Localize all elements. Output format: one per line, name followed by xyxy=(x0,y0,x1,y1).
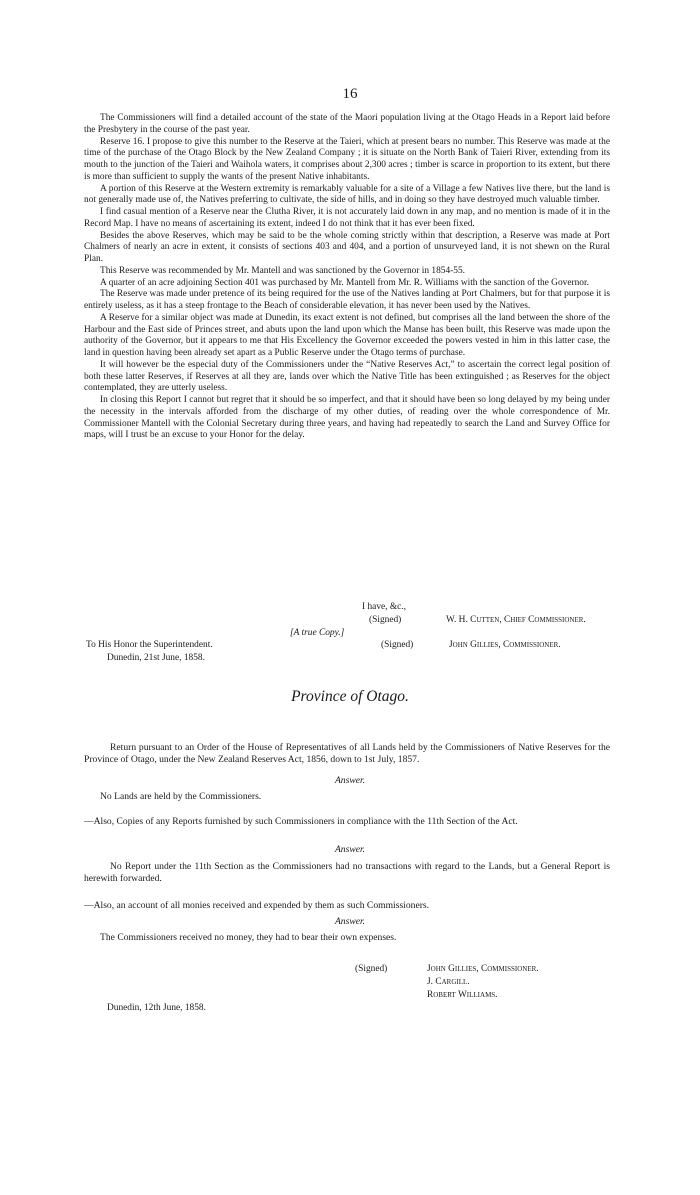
chief-commissioner-signature: W. H. Cutten, Chief Commissioner. xyxy=(446,615,586,625)
report-paragraph: A Reserve for a similar object was made at Dunedin, its exact extent is not defined, but comprises all the land between the shore of the Harbour and the East side of Princes street, and abuts upon the land upon which the Manse has been built, this Reserve was made upon the authority of the Governor, but it appears to me that His Excellency the Governor exceeded the powers vested in him in this latter case, the land in question having been already set apart as a Public Reserve under the Otago terms of purchase. xyxy=(84,312,610,358)
signer-2: J. Cargill. xyxy=(427,977,470,987)
report-paragraph: Reserve 16. I propose to give this number to the Reserve at the Taieri, which at present bears no number. This Reserve was made at the time of the purchase of the Otago Block by the New Zealand Company ; it is situate on the North Bank of Taieri River, extending from its mouth to the junction of the Taieri and Waihola waters, it comprises about 2,300 acres ; timber is scarce in proportion to its extent, but there is more than sufficient to supply the wants of the present Native inhabitants. xyxy=(84,136,610,182)
answer-2 xyxy=(84,861,610,886)
report-paragraph: A quarter of an acre adjoining Section 401 was purchased by Mr. Mantell from Mr. R. Williams with the sanction of the Governor. xyxy=(100,277,589,288)
report-paragraph: This Reserve was recommended by Mr. Mantell and was sanctioned by the Governor in 1854-55. xyxy=(100,265,466,276)
answer-1 xyxy=(84,791,610,803)
answer-label: Answer. xyxy=(334,916,366,927)
answer-3-text: The Commissioners received no money, they had to bear their own expenses. xyxy=(100,932,397,943)
answer-1-text: No Lands are held by the Commissioners. xyxy=(100,791,262,802)
report-paragraph: It will however be the especial duty of the Commissioners under the “Native Reserves Act,” to ascertain the correct legal position of both these latter Reserves, if Reserves at all they are, lands over which the Native Title has been extinguished ; as Reserves for the object contemplated, they are utterly useless. xyxy=(84,359,610,394)
question-3 xyxy=(84,900,610,912)
report-paragraph: Besides the above Reserves, which may be said to be the whole coming strictly within that description, a Reserve was made at Port Chalmers of nearly an acre in extent, it consists of sections 403 and 404, and a portion of unsurveyed land, it is not shewn on the Rural Plan. xyxy=(84,230,610,264)
question-2-text: —Also, Copies of any Reports furnished by such Commissioners in compliance with the 11th Section of the Act. xyxy=(84,816,518,827)
return-place-date: Dunedin, 12th June, 1858. xyxy=(107,1003,206,1013)
question-3-text: —Also, an account of all monies received and expended by them as such Commissioners. xyxy=(84,900,430,911)
report-paragraph: The Reserve was made under pretence of its being required for the use of the Natives landing at Port Chalmers, but for that purpose it is entirely useless, as it has a steep frontage to the Beach of considerable elevation, it has never been used by the Natives. xyxy=(84,289,610,311)
answer-2-text: No Report under the 11th Section as the Commissioners had no transactions with regard to the Lands, but a General Report is herewith forwarded. xyxy=(84,861,610,885)
commissioner-signature: John Gillies, Commissioner. xyxy=(449,640,561,650)
page-number: 16 xyxy=(342,86,358,102)
question-2 xyxy=(84,816,610,828)
signed-label: (Signed) xyxy=(381,640,414,650)
signed-label: (Signed) xyxy=(369,615,402,625)
true-copy-note: [A true Copy.] xyxy=(290,628,345,638)
signer-3: Robert Williams. xyxy=(427,990,498,1000)
answer-label: Answer. xyxy=(334,844,366,855)
return-intro-text: Return pursuant to an Order of the House of Representatives of all Lands held by the Commissioners of Native Reserves for the Province of Otago, under the New Zealand Reserves Act, 1856, down to 1st July, 1857. xyxy=(84,742,610,766)
report-paragraph: I find casual mention of a Reserve near the Clutha River, it is not accurately laid down in any map, and no mention is made of it in the Record Map. I have no means of ascertaining its extent, indeed I do not think that it has ever been fixed. xyxy=(84,207,610,229)
report-paragraph: A portion of this Reserve at the Western extremity is remarkably valuable for a site of a Village a few Natives live there, but the land is not generally made use of, the Natives preferring to cultivate, the side of hills, and in doing so they have destroyed much valuable timber. xyxy=(84,183,610,206)
answer-label: Answer. xyxy=(334,775,366,786)
report-body xyxy=(84,113,610,442)
province-title: Province of Otago. xyxy=(291,688,409,705)
return-intro xyxy=(84,742,610,767)
signer-1: John Gillies, Commissioner. xyxy=(427,964,539,974)
closing-line: I have, &c., xyxy=(362,602,406,612)
report-place-date: Dunedin, 21st June, 1858. xyxy=(107,653,205,663)
answer-3 xyxy=(84,932,610,944)
report-paragraph: In closing this Report I cannot but regret that it should be so imperfect, and that it should have been so long delayed by my being under the necessity in the intervals afforded from the discharge of my other duties, of reading over the whole correspondence of Mr. Commissioner Mantell with the Colonial Secretary during three years, and having had repeatedly to search the Land and Survey Office for maps, will I trust be an excuse to your Honor for the delay. xyxy=(84,395,610,441)
addressee: To His Honor the Superintendent. xyxy=(86,640,213,650)
signed-label: (Signed) xyxy=(355,964,388,974)
report-paragraph: The Commissioners will find a detailed account of the state of the Maori population living at the Otago Heads in a Report laid before the Presbytery in the course of the past year. xyxy=(84,113,610,135)
